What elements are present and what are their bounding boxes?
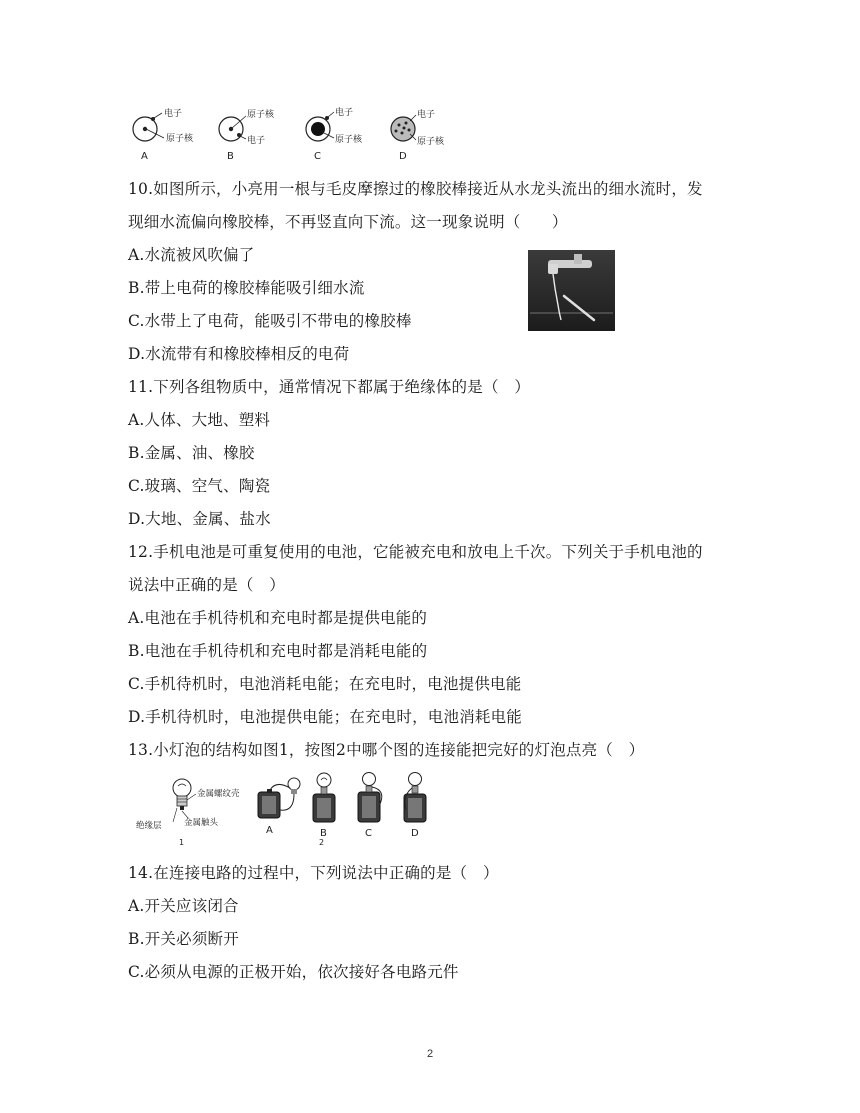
atom-model-b bbox=[219, 108, 275, 162]
atom-model-c bbox=[306, 106, 363, 162]
bulb-insulation-label: 绝缘层 bbox=[136, 821, 162, 831]
atom-a-label-2: 原子核 bbox=[166, 134, 194, 144]
faucet-water-stream-photo bbox=[528, 250, 615, 331]
q12-option-d: D.手机待机时，电池提供电能；在充电时，电池消耗电能 bbox=[128, 708, 523, 726]
atom-model-d bbox=[391, 108, 445, 162]
connection-option-d bbox=[404, 773, 426, 840]
fig2-letter-c: C bbox=[365, 828, 372, 839]
figure-2-number: 2 bbox=[319, 838, 325, 847]
atom-b-label-1: 原子核 bbox=[247, 110, 275, 120]
q11-option-b: B.金属、油、橡胶 bbox=[128, 444, 255, 462]
atom-d-label-1: 电子 bbox=[417, 110, 436, 120]
q12-option-a: A.电池在手机待机和充电时都是提供电能的 bbox=[128, 609, 428, 627]
page-number: 2 bbox=[426, 1048, 434, 1060]
bulb-shell-label: 金属螺纹壳 bbox=[197, 789, 240, 799]
connection-option-b bbox=[313, 773, 335, 839]
fig2-letter-d: D bbox=[411, 828, 419, 839]
atom-a-letter: A bbox=[141, 151, 148, 162]
q12-option-b: B.电池在手机待机和充电时都是消耗电能的 bbox=[128, 642, 428, 660]
q14-stem: 14.在连接电路的过程中，下列说法中正确的是（ ） bbox=[128, 864, 499, 882]
q10-option-d: D.水流带有和橡胶棒相反的电荷 bbox=[128, 345, 350, 363]
atom-c-letter: C bbox=[314, 151, 321, 162]
q10-option-c: C.水带上了电荷，能吸引不带电的橡胶棒 bbox=[128, 312, 412, 330]
figure-1-number: 1 bbox=[179, 838, 185, 847]
atom-b-label-2: 电子 bbox=[247, 136, 266, 146]
q11-option-c: C.玻璃、空气、陶瓷 bbox=[128, 477, 271, 495]
q12-stem-line-1: 12.手机电池是可重复使用的电池，它能被充电和放电上千次。下列关于手机电池的 bbox=[128, 543, 703, 561]
bulb-connection-figure bbox=[136, 770, 446, 850]
q12-option-c: C.手机待机时，电池消耗电能；在充电时，电池提供电能 bbox=[128, 675, 522, 693]
atom-d-label-2: 原子核 bbox=[417, 137, 445, 147]
q14-option-c: C.必须从电源的正极开始，依次接好各电路元件 bbox=[128, 963, 459, 981]
q10-option-a: A.水流被风吹偏了 bbox=[128, 246, 255, 264]
atom-c-label-2: 原子核 bbox=[335, 135, 363, 145]
q11-option-a: A.人体、大地、塑料 bbox=[128, 411, 271, 429]
q10-stem-line-2: 现细水流偏向橡胶棒，不再竖直向下流。这一现象说明（ ） bbox=[128, 213, 568, 231]
q12-stem-line-2: 说法中正确的是（ ） bbox=[128, 576, 286, 594]
q11-option-d: D.大地、金属、盐水 bbox=[128, 510, 271, 528]
atom-b-letter: B bbox=[227, 151, 234, 162]
q14-option-b: B.开关必须断开 bbox=[128, 930, 239, 948]
atom-model-a bbox=[133, 107, 194, 162]
atom-a-label-1: 电子 bbox=[164, 109, 183, 119]
fig2-letter-a: A bbox=[266, 825, 273, 836]
atom-models-figure bbox=[128, 104, 458, 164]
q10-stem-line-1: 10.如图所示，小亮用一根与毛皮摩擦过的橡胶棒接近从水龙头流出的细水流时，发 bbox=[128, 180, 703, 198]
q11-stem: 11.下列各组物质中，通常情况下都属于绝缘体的是（ ） bbox=[128, 378, 531, 396]
connection-option-a bbox=[258, 778, 300, 836]
atom-c-label-1: 电子 bbox=[335, 108, 354, 118]
q10-option-b: B.带上电荷的橡胶棒能吸引细水流 bbox=[128, 279, 365, 297]
fig2-letter-b: B bbox=[320, 828, 327, 839]
q13-stem: 13.小灯泡的结构如图1，按图2中哪个图的连接能把完好的灯泡点亮（ ） bbox=[128, 741, 645, 759]
q14-option-a: A.开关应该闭合 bbox=[128, 897, 239, 915]
bulb-tip-label: 金属触头 bbox=[184, 818, 219, 828]
atom-d-letter: D bbox=[399, 151, 407, 162]
connection-option-c bbox=[358, 773, 382, 840]
bulb-structure-diagram bbox=[136, 779, 240, 847]
